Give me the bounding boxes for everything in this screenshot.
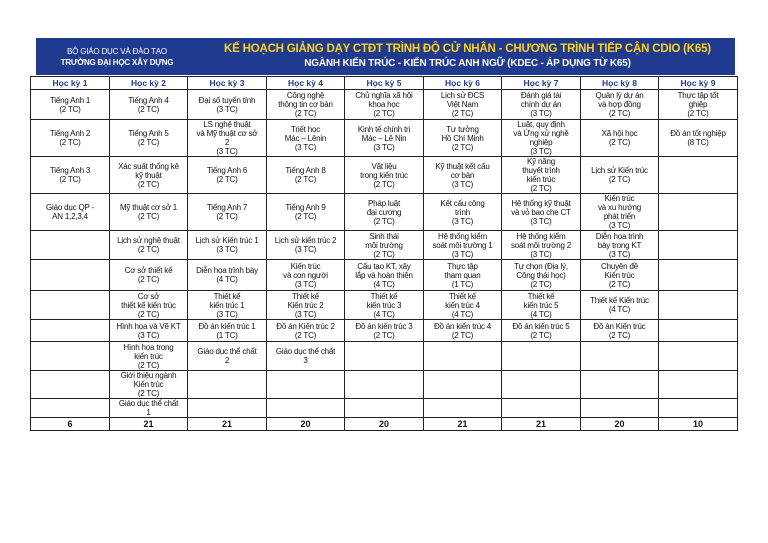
course-cell (424, 194, 502, 231)
table-row (31, 194, 738, 231)
course-label: Kỹ thuật kết cấu cơ bản (3 TC) (435, 161, 490, 189)
course-cell (502, 399, 581, 418)
course-label: Mỹ thuật cơ sở 1 (2 TC) (119, 203, 178, 221)
course-cell (502, 371, 581, 399)
course-cell (31, 371, 110, 399)
course-cell (581, 120, 659, 157)
total-credits-cell: 21 (188, 418, 267, 431)
course-label: Tiếng Anh 8 (2 TC) (285, 166, 326, 184)
course-cell (659, 90, 738, 120)
column-header: Học kỳ 7 (502, 77, 581, 90)
course-cell (110, 291, 188, 320)
course-label: Vật liệu trong kiến trúc (2 TC) (360, 161, 408, 189)
total-credits-cell: 21 (424, 418, 502, 431)
course-cell (267, 371, 345, 399)
course-cell (267, 231, 345, 260)
course-label: Tiếng Anh 1 (2 TC) (49, 95, 91, 114)
course-label: Đồ án Kiến trúc 2 (2 TC) (276, 321, 335, 340)
course-label: Chủ nghĩa xã hội khoa học (2 TC) (355, 91, 413, 118)
total-credits-cell: 21 (110, 418, 188, 431)
course-label: Kinh tế chính trị Mác – Lê Nin (3 TC) (357, 124, 411, 152)
course-cell (31, 231, 110, 260)
course-label: Cơ sở thiết kế (2 TC) (124, 266, 173, 284)
course-label: Giáo dục thể chất 2 (197, 347, 257, 365)
course-label: Kỹ năng thuyết trình kiến trúc (2 TC) (522, 157, 560, 193)
curriculum-table (30, 76, 738, 431)
course-cell (267, 194, 345, 231)
course-label: Lịch sử Kiến trúc 1 (3 TC) (195, 236, 259, 254)
course-cell (31, 320, 110, 342)
course-cell (110, 157, 188, 194)
course-cell (659, 291, 738, 320)
title-box (200, 38, 735, 75)
course-cell (110, 371, 188, 399)
course-cell (345, 371, 424, 399)
course-cell (188, 260, 267, 291)
course-cell (502, 194, 581, 231)
course-cell (110, 194, 188, 231)
table-row (31, 157, 738, 194)
course-label: Diễn họa trình bày trong KT (3 TC) (595, 231, 644, 259)
course-label: Quản lý dự án và hợp đồng (2 TC) (595, 91, 644, 118)
page-subtitle: NGÀNH KIẾN TRÚC - KIẾN TRÚC ANH NGỮ (KDEC - ÁP DỤNG TỪ K65) (304, 58, 631, 69)
course-cell (502, 120, 581, 157)
course-label: Tiếng Anh 3 (2 TC) (49, 166, 91, 184)
course-cell (267, 342, 345, 371)
university-label: TRƯỜNG ĐẠI HỌC XÂY DỰNG (60, 57, 174, 67)
course-cell (424, 231, 502, 260)
total-credits-cell: 20 (345, 418, 424, 431)
course-cell (424, 342, 502, 371)
course-cell (345, 260, 424, 291)
course-cell (345, 157, 424, 194)
course-cell (424, 320, 502, 342)
course-label: Tự chọn (Địa lý, Công thái học) (2 TC) (514, 261, 568, 289)
table-row (31, 399, 738, 418)
course-cell (110, 260, 188, 291)
course-cell (31, 342, 110, 371)
course-cell (581, 231, 659, 260)
course-cell (188, 90, 267, 120)
course-label: Tiếng Anh 9 (2 TC) (285, 203, 326, 221)
course-label: LS nghệ thuật và Mỹ thuật cơ sở 2 (3 TC) (196, 120, 258, 156)
course-cell (188, 320, 267, 342)
course-cell (110, 231, 188, 260)
course-cell (659, 260, 738, 291)
course-cell (581, 260, 659, 291)
column-header: Học kỳ 8 (581, 77, 659, 90)
course-label: Đồ án kiến trúc 1 (1 TC) (198, 321, 256, 340)
course-cell (424, 120, 502, 157)
course-label: Lịch sử kiến trúc 2 (3 TC) (274, 236, 337, 254)
course-cell (581, 399, 659, 418)
course-label: Giới thiệu ngành Kiến trúc (2 TC) (120, 371, 177, 398)
course-cell (345, 342, 424, 371)
course-label: Cơ sở thiết kế kiến trúc (2 TC) (121, 291, 176, 319)
course-cell (345, 90, 424, 120)
course-cell (659, 371, 738, 399)
course-cell (267, 157, 345, 194)
course-cell (267, 120, 345, 157)
course-label: Hệ thống kỹ thuật và vỏ bao che CT (3 TC) (511, 198, 571, 226)
course-label: Luật, quy định và Ứng xử nghề nghiệp (3 TC) (513, 120, 569, 156)
course-cell (581, 157, 659, 194)
course-cell (267, 90, 345, 120)
course-cell (424, 399, 502, 418)
table-row (31, 342, 738, 371)
course-label: Sinh thái môi trường (2 TC) (365, 231, 403, 259)
column-header: Học kỳ 3 (188, 77, 267, 90)
course-label: Thực tập tham quan (1 TC) (444, 261, 481, 289)
course-label: Tiếng Anh 5 (2 TC) (128, 129, 169, 147)
course-label: Thiết kế kiến trúc 5 (4 TC) (523, 291, 559, 319)
course-label: Hệ thống kiểm soát môi trường 2 (3 TC) (510, 231, 572, 259)
course-cell (31, 157, 110, 194)
course-label: Đại số tuyến tính (3 TC) (198, 95, 256, 114)
course-label: Xác suất thống kê kỹ thuật (2 TC) (118, 161, 179, 189)
column-header: Học kỳ 2 (110, 77, 188, 90)
header-banner (36, 38, 735, 75)
course-cell (31, 90, 110, 120)
course-cell (110, 90, 188, 120)
course-cell (502, 157, 581, 194)
course-cell (110, 120, 188, 157)
course-label: Giáo dục QP - AN 1,2,3,4 (46, 203, 94, 221)
course-cell (659, 120, 738, 157)
course-cell (581, 291, 659, 320)
course-cell (345, 194, 424, 231)
course-label: Tiếng Anh 2 (2 TC) (49, 129, 91, 147)
school-name (36, 38, 198, 75)
course-cell (31, 120, 110, 157)
course-cell (502, 342, 581, 371)
column-header: Học kỳ 4 (267, 77, 345, 90)
course-cell (659, 320, 738, 342)
course-label: Tiếng Anh 7 (2 TC) (206, 203, 248, 221)
course-cell (110, 320, 188, 342)
course-cell (110, 342, 188, 371)
course-cell (188, 157, 267, 194)
course-cell (424, 157, 502, 194)
course-cell (188, 291, 267, 320)
course-cell (31, 399, 110, 418)
course-label: Kiến trúc và xu hướng phát triển (3 TC) (597, 194, 642, 230)
course-label: Hình họa trong kiến trúc (2 TC) (123, 342, 174, 370)
course-label: Đồ án tốt nghiệp (8 TC) (670, 129, 726, 147)
course-cell (659, 194, 738, 231)
table-row (31, 291, 738, 320)
course-label: Cấu tạo KT, xây lắp và hoàn thiện (4 TC) (355, 261, 413, 289)
column-header: Học kỳ 9 (659, 77, 738, 90)
course-cell (267, 291, 345, 320)
course-cell (188, 194, 267, 231)
course-cell (188, 342, 267, 371)
course-label: Đồ án kiến trúc 5 (2 TC) (512, 321, 570, 340)
course-cell (188, 371, 267, 399)
course-label: Công nghệ thông tin cơ bản (2 TC) (278, 91, 333, 118)
course-label: Giáo dục thể chất 1 (118, 399, 179, 417)
course-cell (424, 90, 502, 120)
course-label: Thiết kế Kiến trúc (4 TC) (590, 296, 649, 314)
course-label: Hình họa và Vẽ KT (3 TC) (116, 321, 181, 340)
course-label: Thiết kế Kiến trúc 2 (3 TC) (287, 291, 324, 319)
table-row (31, 371, 738, 399)
course-cell (345, 231, 424, 260)
course-cell (110, 399, 188, 418)
course-label: Thiết kế kiến trúc 1 (3 TC) (209, 291, 245, 319)
course-cell (502, 260, 581, 291)
course-label: Đồ án kiến trúc 4 (2 TC) (433, 321, 492, 340)
course-label: Đồ án kiến trúc 3 (2 TC) (355, 321, 413, 340)
course-cell (188, 399, 267, 418)
course-cell (345, 291, 424, 320)
course-cell (31, 194, 110, 231)
course-cell (31, 291, 110, 320)
course-label: Triết học Mác – Lênin (3 TC) (284, 124, 327, 152)
course-cell (659, 399, 738, 418)
course-label: Đồ án Kiến trúc (2 TC) (593, 321, 646, 340)
course-cell (581, 320, 659, 342)
course-label: Thiết kế kiến trúc 3 (4 TC) (366, 291, 402, 319)
course-cell (424, 371, 502, 399)
course-cell (659, 157, 738, 194)
total-credits-cell: 6 (31, 418, 110, 431)
page-title: KẾ HOẠCH GIẢNG DẠY CTĐT TRÌNH ĐỘ CỬ NHÂN - CHƯƠNG TRÌNH TIẾP CẬN CDIO (K65) (224, 43, 711, 55)
table-row (31, 231, 738, 260)
course-label: Xã hội học (2 TC) (601, 129, 638, 147)
course-label: Diễn họa trình bày (4 TC) (196, 266, 258, 284)
course-cell (581, 371, 659, 399)
column-header: Học kỳ 5 (345, 77, 424, 90)
course-cell (345, 399, 424, 418)
table-row (31, 260, 738, 291)
table-row (31, 90, 738, 120)
table-row (31, 120, 738, 157)
course-label: Hệ thống kiểm soát môi trường 1 (3 TC) (432, 231, 493, 259)
course-label: Tiếng Anh 4 (2 TC) (128, 95, 169, 114)
course-cell (581, 194, 659, 231)
course-cell (659, 342, 738, 371)
course-cell (267, 260, 345, 291)
course-label: Tư tưởng Hồ Chí Minh (2 TC) (441, 124, 484, 152)
total-credits-cell: 10 (659, 418, 738, 431)
course-label: Lịch sử ĐCS Việt Nam (2 TC) (440, 91, 485, 118)
course-label: Đánh giá tài chính dự án (3 TC) (520, 91, 562, 118)
course-cell (424, 291, 502, 320)
column-header: Học kỳ 1 (31, 77, 110, 90)
course-label: Kết cấu công trình (3 TC) (440, 198, 485, 226)
course-cell (659, 231, 738, 260)
course-cell (502, 231, 581, 260)
course-label: Giáo dục thể chất 3 (275, 347, 336, 365)
total-credits-cell: 20 (267, 418, 345, 431)
course-cell (581, 90, 659, 120)
course-cell (345, 120, 424, 157)
course-cell (267, 320, 345, 342)
course-label: Kiến trúc và con người (3 TC) (283, 261, 328, 289)
course-cell (502, 90, 581, 120)
course-cell (502, 291, 581, 320)
course-cell (502, 320, 581, 342)
ministry-label: BỘ GIÁO DỤC VÀ ĐÀO TẠO (67, 46, 167, 56)
header-row (31, 77, 738, 90)
total-credits-cell: 21 (502, 418, 581, 431)
course-label: Tiếng Anh 6 (2 TC) (206, 166, 248, 184)
course-label: Chuyên đề Kiến trúc (2 TC) (601, 261, 638, 289)
course-cell (267, 399, 345, 418)
course-label: Pháp luật đại cương (2 TC) (366, 198, 402, 226)
course-label: Thiết kế kiến trúc 4 (4 TC) (445, 291, 480, 319)
table-body (31, 90, 738, 418)
course-cell (188, 120, 267, 157)
course-label: Lịch sử Kiến trúc (2 TC) (591, 166, 648, 184)
course-cell (188, 231, 267, 260)
course-label: Thực tập tốt ghiệp (2 TC) (677, 91, 719, 118)
total-credits-row (31, 418, 738, 431)
course-label: Lịch sử nghệ thuật (2 TC) (117, 236, 180, 254)
total-credits-cell: 20 (581, 418, 659, 431)
course-cell (345, 320, 424, 342)
course-cell (31, 260, 110, 291)
course-cell (581, 342, 659, 371)
table-row (31, 320, 738, 342)
column-header: Học kỳ 6 (424, 77, 502, 90)
course-cell (424, 260, 502, 291)
